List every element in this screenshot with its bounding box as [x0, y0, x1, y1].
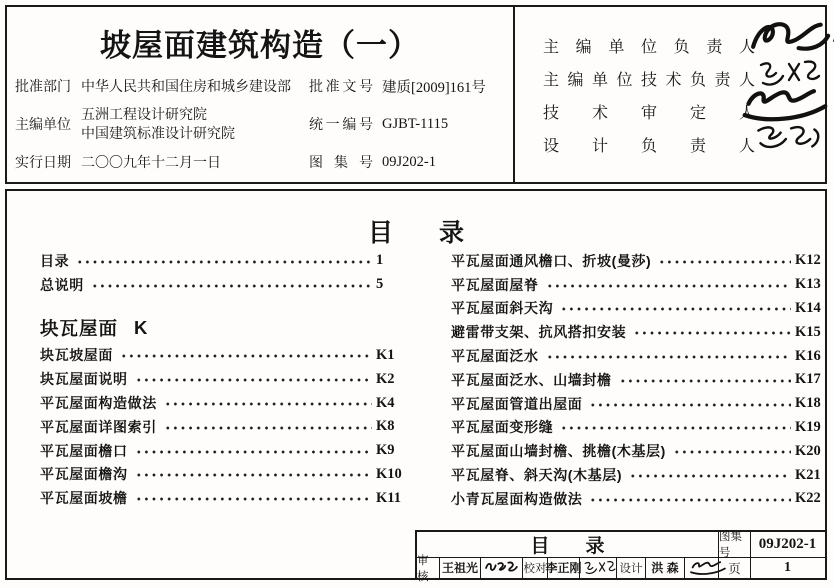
dot-leader — [546, 344, 791, 368]
signature-pane — [515, 7, 825, 182]
toc-item — [451, 392, 827, 416]
toc-item-page: K21 — [795, 466, 821, 483]
toc-item — [451, 368, 827, 392]
date-row — [15, 147, 507, 177]
toc-item — [40, 439, 408, 463]
toc-item-label: 块瓦屋面说明 — [40, 371, 128, 388]
dot-leader — [658, 249, 791, 273]
toc-item-page: K18 — [795, 395, 821, 412]
toc-item — [40, 463, 408, 487]
toc-left-column — [40, 249, 408, 510]
atlas-no-value: 09J202-1 — [382, 153, 436, 170]
toc-item-label: 平瓦屋面管道出屋面 — [451, 395, 583, 412]
toc-item-page: 1 — [376, 252, 384, 269]
editor-row — [15, 101, 507, 147]
atlas-no-cell-value: 09J202-1 — [750, 532, 824, 557]
toc-item-page: K11 — [376, 489, 401, 506]
reviewer-role-label: 审核 — [417, 554, 429, 583]
toc-item-page: K22 — [795, 490, 821, 507]
unified-no-label: 统一编号 — [309, 116, 373, 132]
dot-leader — [560, 297, 791, 321]
toc-item-page: K9 — [376, 442, 395, 459]
dot-leader — [673, 439, 791, 463]
title-block-row-1 — [417, 532, 825, 558]
reviewer-signature-cell — [480, 558, 522, 578]
dot-leader — [619, 368, 791, 392]
toc-item-page: K10 — [376, 465, 402, 482]
toc-item-label: 平瓦屋面屋脊 — [451, 276, 539, 293]
chief-editor-line2: 中国建筑标准设计研究院 — [81, 125, 235, 141]
toc-item-page: K1 — [376, 346, 395, 363]
toc-item-label: 平瓦屋面檐沟 — [40, 466, 128, 483]
signer-row — [515, 128, 825, 161]
toc-item-label: 平瓦屋面檐口 — [40, 442, 128, 459]
dot-leader — [135, 486, 372, 510]
toc-section-header — [40, 312, 408, 344]
dot-leader — [135, 463, 372, 487]
toc-item — [40, 249, 408, 273]
dot-leader — [589, 392, 791, 416]
toc-item — [40, 273, 408, 297]
dot-leader — [589, 487, 791, 511]
toc-right-column — [451, 249, 827, 511]
toc-item-label: 平瓦屋面泛水 — [451, 348, 539, 365]
page-cell-label: 页 — [718, 558, 750, 578]
effective-date-value: 二〇〇九年十二月一日 — [81, 153, 221, 170]
toc-item-label: 平瓦屋面斜天沟 — [451, 300, 554, 317]
reviewer-name: 王祖光 — [439, 558, 480, 578]
toc-item — [40, 391, 408, 415]
dot-leader — [135, 367, 372, 391]
toc-item — [40, 344, 408, 368]
handwritten-signature-icon — [581, 558, 617, 577]
dot-leader — [633, 320, 791, 344]
dot-leader — [560, 416, 791, 440]
header-left-pane — [7, 7, 515, 182]
dot-leader — [120, 344, 372, 368]
toc-item-page: K12 — [795, 252, 821, 269]
toc-right-list — [451, 249, 827, 511]
dot-leader — [91, 273, 372, 297]
toc-item-page: K20 — [795, 442, 821, 459]
chief-editor-label: 主编单位 — [15, 116, 71, 132]
handwritten-signature-icon — [751, 118, 825, 160]
checker-signature-cell — [579, 558, 616, 578]
sheet-title-char: 目 — [530, 535, 550, 557]
approval-doc-value: 建质[2009]161号 — [382, 79, 486, 96]
toc-item-label: 平瓦屋面构造做法 — [40, 395, 157, 412]
approval-doc-label: 批准文号 — [309, 78, 373, 94]
toc-item-page: K13 — [795, 276, 821, 293]
toc-spacer — [40, 297, 408, 312]
chief-unit-tech-principal-label: 主编单位技术负责人 — [543, 72, 755, 89]
header-box — [5, 5, 827, 184]
toc-item — [451, 249, 827, 273]
chief-editor-value — [81, 105, 309, 143]
toc-item-label: 平瓦屋面通风檐口、折坡(曼莎) — [451, 252, 652, 269]
toc-item-page: K19 — [795, 418, 821, 435]
chief-unit-principal-label: 主编单位负责人 — [543, 39, 755, 56]
toc-item-label: 目录 — [40, 252, 70, 269]
toc-item — [451, 439, 827, 463]
toc-item — [451, 463, 827, 487]
drawing-title-block — [415, 530, 825, 583]
page-cell-value: 1 — [750, 558, 824, 578]
signer-rows — [515, 29, 825, 161]
toc-item — [451, 344, 827, 368]
approval-dept-value: 中华人民共和国住房和城乡建设部 — [81, 77, 291, 94]
toc-item-label: 避雷带支架、抗风搭扣安装 — [451, 324, 627, 341]
approval-info-table — [15, 71, 507, 177]
toc-item-label: 平瓦屋面泛水、山墙封檐 — [451, 371, 612, 388]
toc-item-label: 块瓦坡屋面 — [40, 347, 113, 364]
effective-date-label: 实行日期 — [15, 154, 71, 170]
toc-item-label: 小青瓦屋面构造做法 — [451, 490, 583, 507]
toc-heading — [7, 213, 825, 249]
toc-front-list — [40, 249, 408, 297]
designer-signature-cell — [684, 558, 718, 578]
dot-leader — [135, 439, 372, 463]
sheet-title — [417, 532, 718, 557]
chief-editor-line1: 五洲工程设计研究院 — [81, 106, 207, 123]
checker-role-label: 校对 — [522, 558, 547, 578]
designer-role-label: 设计 — [616, 558, 645, 578]
toc-item-label: 平瓦屋面变形缝 — [451, 419, 554, 436]
atlas-no-cell-label: 图集号 — [718, 532, 750, 557]
dot-leader — [546, 273, 791, 297]
toc-item-page: 5 — [376, 276, 384, 293]
toc-item — [451, 297, 827, 321]
toc-item-page: K4 — [376, 394, 395, 411]
toc-item — [40, 367, 408, 391]
tech-approver-label: 技术审定人 — [543, 105, 755, 122]
dot-leader — [164, 415, 372, 439]
dot-leader — [76, 249, 372, 273]
toc-item-page: K17 — [795, 371, 821, 388]
toc-item-label: 总说明 — [40, 276, 84, 293]
toc-item-page: K15 — [795, 323, 821, 340]
sheet-title-char: 录 — [585, 535, 605, 557]
toc-item-label: 平瓦屋脊、斜天沟(木基层) — [451, 467, 623, 484]
toc-section-code: K — [134, 316, 148, 338]
checker-name: 李正刚 — [547, 558, 579, 578]
toc-item — [451, 273, 827, 297]
toc-item-page: K8 — [376, 418, 395, 435]
toc-heading-char: 目 — [367, 219, 393, 247]
handwritten-signature-icon — [483, 559, 521, 577]
toc-left-list — [40, 344, 408, 511]
designer-name: 洪 森 — [645, 558, 684, 578]
toc-item — [451, 416, 827, 440]
dot-leader — [629, 463, 791, 487]
toc-sheet — [5, 189, 827, 583]
atlas-no-label: 图集号 — [309, 154, 373, 170]
toc-item-label: 平瓦屋面坡檐 — [40, 490, 128, 507]
title-block-row-2 — [417, 554, 825, 583]
toc-item — [451, 320, 827, 344]
toc-item — [40, 486, 408, 510]
toc-heading-char: 录 — [439, 219, 465, 247]
approval-dept-label: 批准部门 — [15, 78, 71, 94]
unified-no-value: GJBT-1115 — [382, 115, 449, 132]
toc-item-page: K14 — [795, 299, 821, 316]
toc-item — [40, 415, 408, 439]
toc-item-label: 平瓦屋面山墙封檐、挑檐(木基层) — [451, 443, 666, 460]
toc-item-page: K2 — [376, 370, 395, 387]
toc-item-label: 平瓦屋面详图索引 — [40, 418, 157, 435]
toc-item — [451, 487, 827, 511]
toc-item-page: K16 — [795, 347, 821, 364]
signature-slot — [755, 128, 825, 161]
toc-section-title: 块瓦屋面 — [40, 317, 119, 339]
approval-row — [15, 71, 507, 101]
dot-leader — [164, 391, 372, 415]
atlas-title: 坡屋面建筑构造（一） — [100, 28, 420, 63]
design-principal-label: 设计负责人 — [543, 138, 755, 155]
